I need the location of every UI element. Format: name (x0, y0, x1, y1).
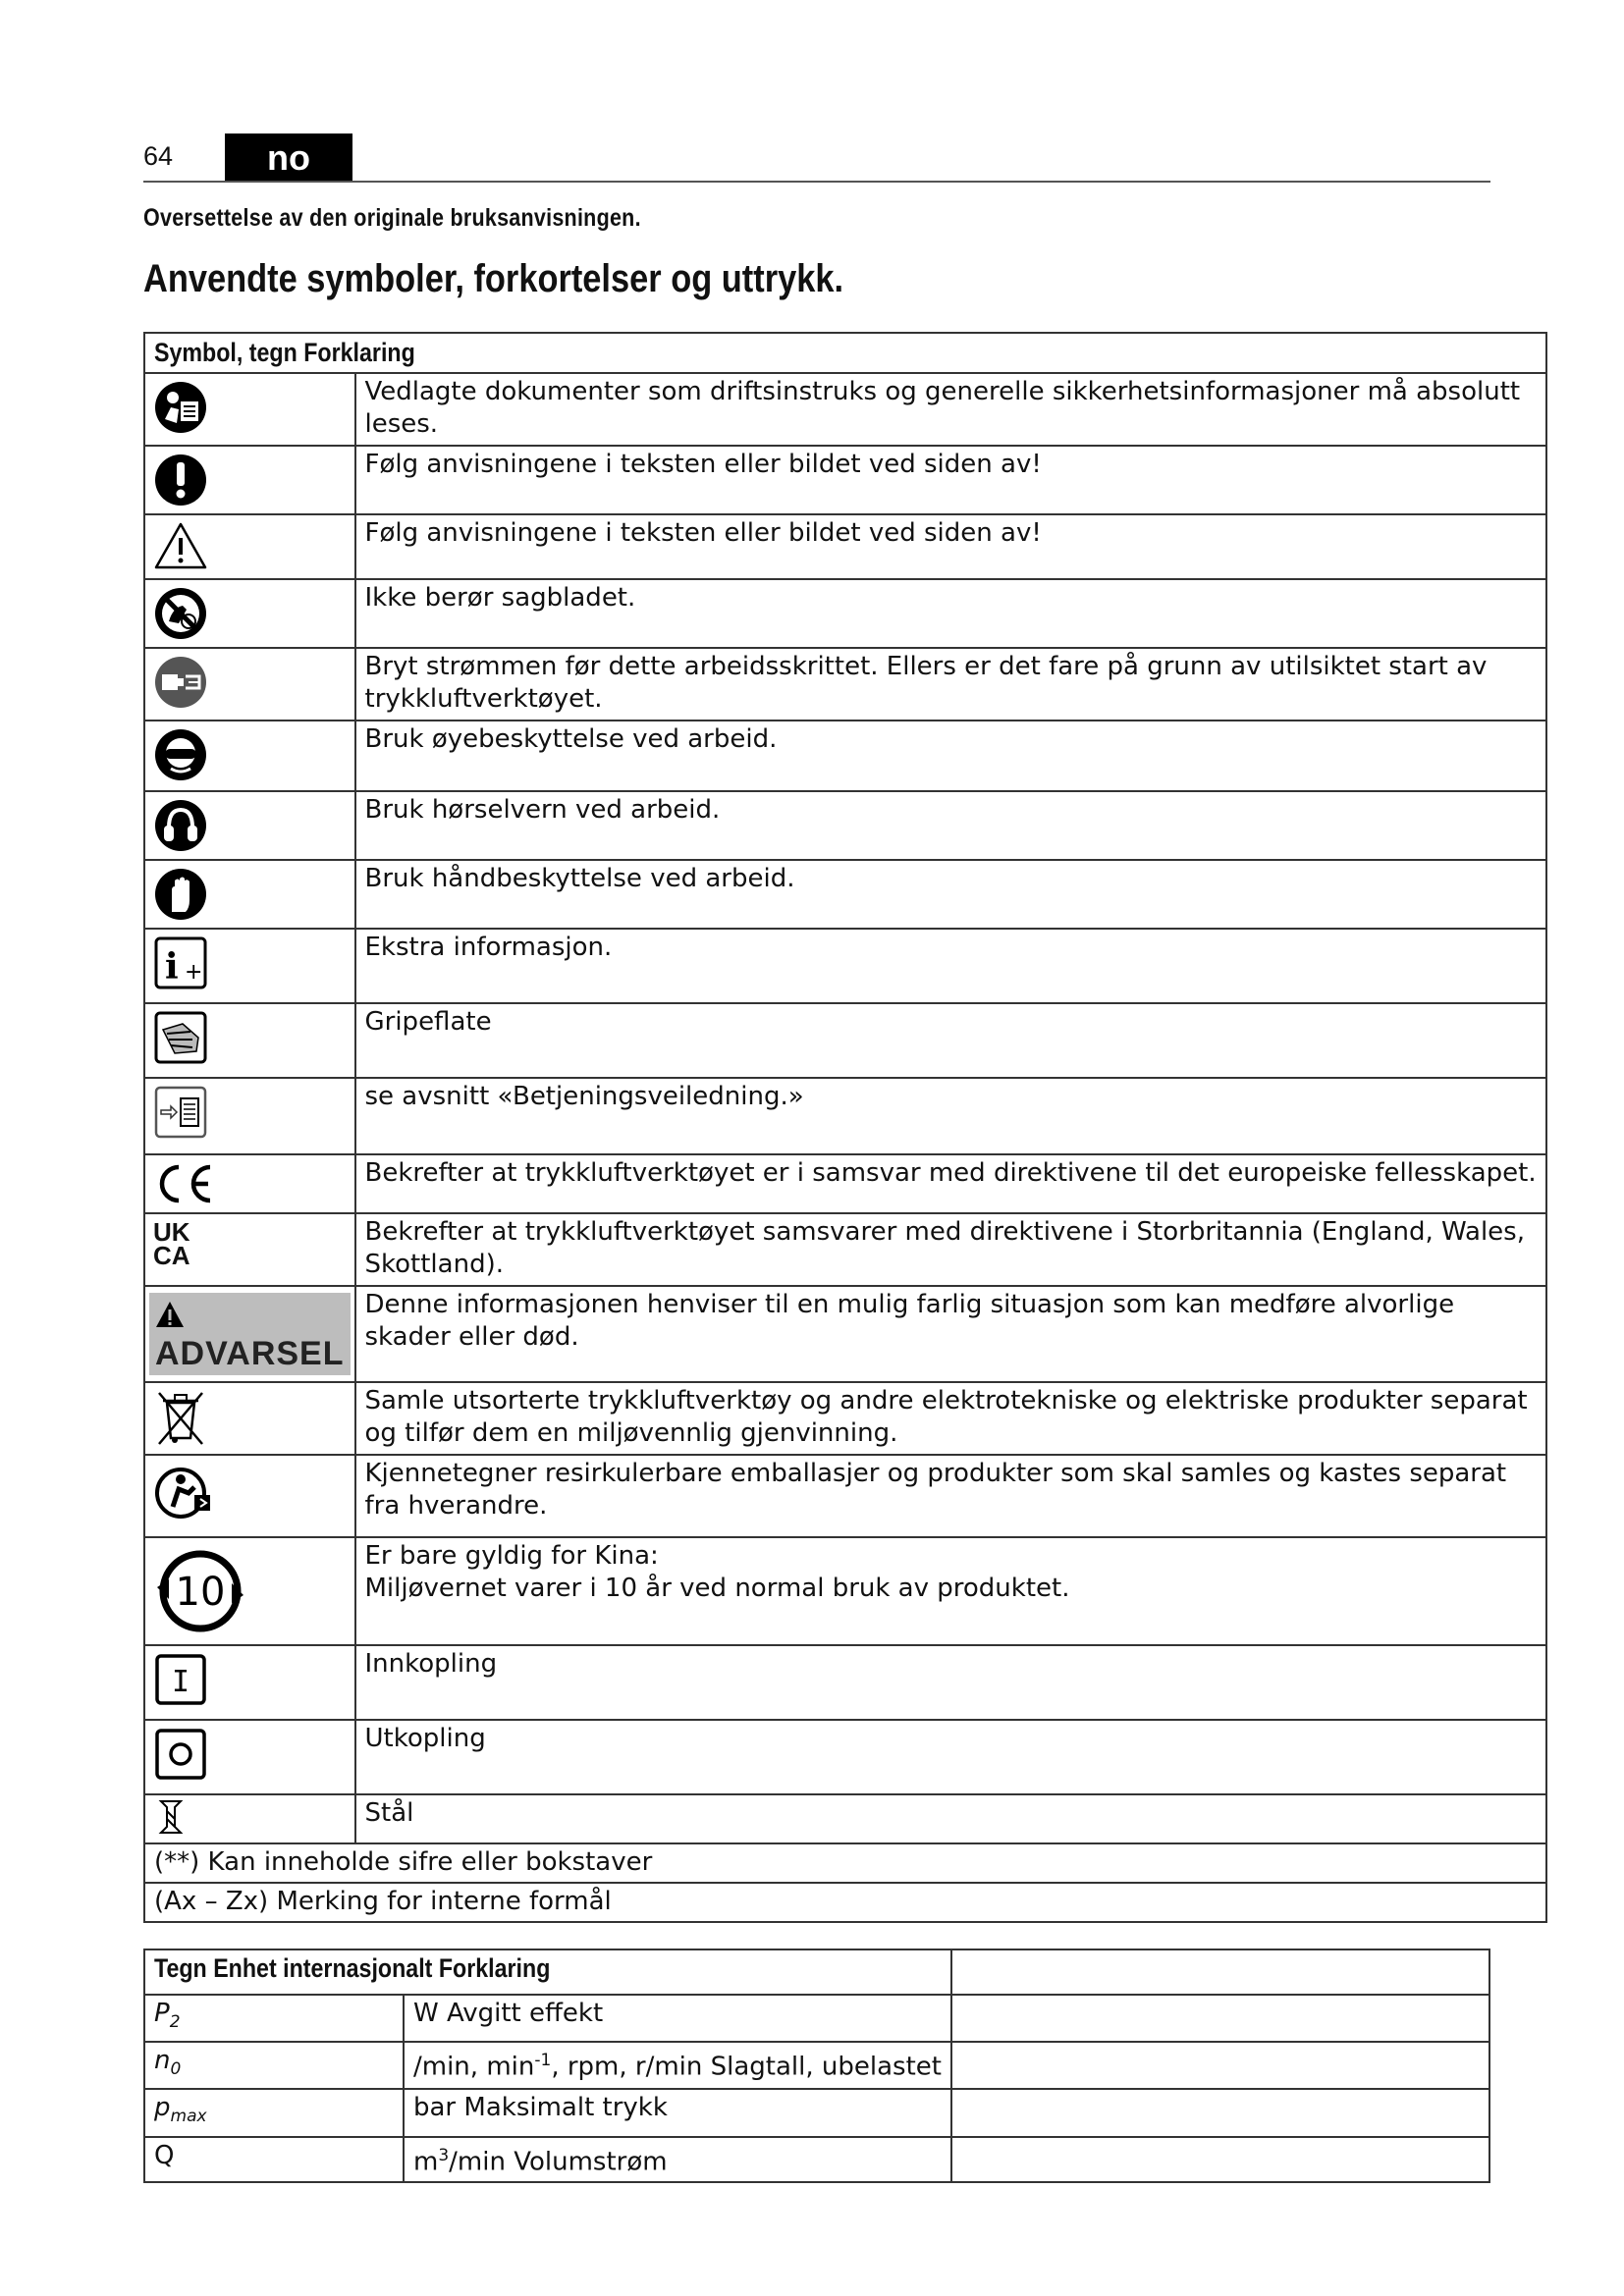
table-row (144, 721, 1546, 791)
hand-protection-icon (144, 860, 355, 929)
grip-surface-icon (144, 1003, 355, 1078)
weee-crossed-bin-icon (144, 1382, 355, 1455)
unit-cell: /min, $\min^{-1}$, rpm, r/min Slagtall, ubelastet (404, 2042, 951, 2089)
table-row (144, 579, 1546, 648)
table-row (144, 648, 1546, 721)
table-row (144, 1995, 1489, 2042)
symbol-description: Utkopling (355, 1720, 1546, 1794)
disconnect-air-icon (144, 648, 355, 721)
symbols-header-text: Symbol, tegn Forklaring (154, 338, 415, 367)
table-row (144, 791, 1546, 860)
ukca-mark-icon (144, 1213, 355, 1286)
table-row (144, 860, 1546, 929)
table-row (144, 1382, 1546, 1455)
unit-cell: bar Maksimalt trykk (404, 2089, 951, 2136)
units-header-text: Tegn Enhet internasjonalt Forklaring (154, 1953, 551, 1983)
symbol-description: Samle utsorterte trykkluftverktøy og andre elektrotekniske og elektriske produkter separat og tilfør dem en miljøvennlig gjenvinning. (355, 1382, 1546, 1455)
symbol-description: Innkopling (355, 1645, 1546, 1720)
ce-mark-icon (144, 1154, 355, 1213)
warning-triangle-icon (144, 514, 355, 579)
footnote-row (144, 1843, 1546, 1883)
table-row (144, 514, 1546, 579)
recycling-person-icon (144, 1455, 355, 1537)
table-row (144, 1154, 1546, 1213)
table-row (144, 1455, 1546, 1537)
symbol-description: Bruk håndbeskyttelse ved arbeid. (355, 860, 1546, 929)
read-manual-icon (144, 373, 355, 446)
ukca-top: UK (153, 1217, 190, 1247)
symbol-description: Følg anvisningene i teksten eller bildet ved siden av! (355, 446, 1546, 514)
switch-on-label: I (171, 1665, 190, 1699)
symbols-table (143, 332, 1547, 1923)
symbol-description: Bruk hørselvern ved arbeid. (355, 791, 1546, 860)
svg-text:+: + (185, 960, 203, 985)
sign-cell: $p_{max}$ (144, 2089, 404, 2136)
symbols-table-header (144, 333, 1546, 373)
symbol-description: Stål (355, 1794, 1546, 1843)
advarsel-label: ADVARSEL (155, 1335, 345, 1372)
steel-material-icon (144, 1794, 355, 1843)
sign-cell: $P_2$ (144, 1995, 404, 2042)
table-row (144, 2089, 1489, 2136)
symbol-description: Bruk øyebeskyttelse ved arbeid. (355, 721, 1546, 791)
table-row (144, 1286, 1546, 1382)
units-table (143, 1949, 1490, 2183)
symbol-description: se avsnitt «Betjeningsveiledning.» (355, 1078, 1546, 1154)
eye-protection-icon (144, 721, 355, 791)
table-row (144, 2042, 1489, 2089)
symbol-description: Gripeflate (355, 1003, 1546, 1078)
symbol-description: Ikke berør sagbladet. (355, 579, 1546, 648)
units-table-header (144, 1949, 1489, 1995)
document-subtitle: Oversettelse av den originale bruksanvisningen. (143, 204, 641, 232)
table-row (144, 1537, 1546, 1645)
language-badge: no (225, 133, 352, 181)
table-row (144, 373, 1546, 446)
table-row (144, 1794, 1546, 1843)
ear-protection-icon (144, 791, 355, 860)
symbol-description: Bryt strømmen før dette arbeidsskrittet. Ellers er det fare på grunn av utilsiktet start av trykkluftverktøyet. (355, 648, 1546, 721)
table-row (144, 929, 1546, 1003)
symbol-description: Ekstra informasjon. (355, 929, 1546, 1003)
table-row (144, 1720, 1546, 1794)
sign-cell: $n_0$ (144, 2042, 404, 2089)
advarsel-warning-icon (144, 1286, 355, 1382)
section-title: Anvendte symboler, forkortelser og uttrykk. (143, 257, 844, 300)
footnote-internal-marking: (Ax – Zx) Merking for interne formål (144, 1883, 1546, 1922)
china-10-year-icon (144, 1537, 355, 1645)
sign-cell: Q (144, 2137, 404, 2182)
unit-cell: $m^3/\min$ Volumstrøm (404, 2137, 951, 2182)
china-number: 10 (175, 1570, 226, 1615)
symbol-description: Følg anvisningene i teksten eller bildet ved siden av! (355, 514, 1546, 579)
table-row (144, 1078, 1546, 1154)
header-rule (143, 181, 1490, 183)
symbol-description: Denne informasjonen henviser til en mulig farlig situasjon som kan medføre alvorlige skader eller død. (355, 1286, 1546, 1382)
page-header (143, 133, 1490, 183)
symbol-description: Kjennetegner resirkulerbare emballasjer og produkter som skal samles og kastes separat fra hverandre. (355, 1455, 1546, 1537)
symbol-description: Bekrefter at trykkluftverktøyet samsvarer med direktivene i Storbritannia (England, Wales, Skottland). (355, 1213, 1546, 1286)
see-section-icon (144, 1078, 355, 1154)
table-row (144, 1645, 1546, 1720)
ukca-bottom: CA (153, 1241, 190, 1270)
do-not-touch-blade-icon (144, 579, 355, 648)
page-number: 64 (143, 141, 174, 171)
info-plus-icon (144, 929, 355, 1003)
symbol-description: Er bare gyldig for Kina: Miljøvernet varer i 10 år ved normal bruk av produktet. (355, 1537, 1546, 1645)
footnote-digits-letters: (**) Kan inneholde sifre eller bokstaver (144, 1843, 1546, 1883)
table-row (144, 1003, 1546, 1078)
footnote-row (144, 1883, 1546, 1922)
switch-off-icon (144, 1720, 355, 1794)
table-row (144, 1213, 1546, 1286)
mandatory-exclamation-icon (144, 446, 355, 514)
svg-text:i: i (165, 946, 179, 988)
table-row (144, 2137, 1489, 2182)
symbol-description: Bekrefter at trykkluftverktøyet er i samsvar med direktivene til det europeiske fellesskapet. (355, 1154, 1546, 1213)
symbol-description: Vedlagte dokumenter som driftsinstruks og generelle sikkerhetsinformasjoner må absolutt leses. (355, 373, 1546, 446)
table-row (144, 446, 1546, 514)
switch-on-icon (144, 1645, 355, 1720)
unit-cell: W Avgitt effekt (404, 1995, 951, 2042)
